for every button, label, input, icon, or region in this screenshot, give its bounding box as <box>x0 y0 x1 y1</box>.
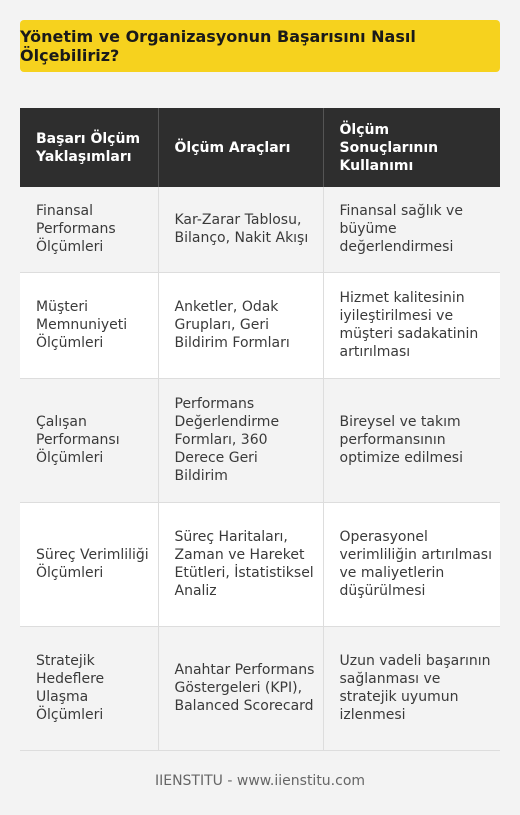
table-cell-usage: Finansal sağlık ve büyüme değerlendirmesi <box>323 187 500 272</box>
table-cell-tools: Anketler, Odak Grupları, Geri Bildirim Formları <box>158 272 323 378</box>
table-cell-approach: Müşteri Memnuniyeti Ölçümleri <box>20 272 158 378</box>
table-cell-approach: Süreç Verimliliği Ölçümleri <box>20 502 158 626</box>
table-row <box>20 378 500 502</box>
table-cell-usage: Hizmet kalitesinin iyileştirilmesi ve müşteri sadakatinin artırılması <box>323 272 500 378</box>
table-cell-tools: Süreç Haritaları, Zaman ve Hareket Etütleri, İstatistiksel Analiz <box>158 502 323 626</box>
table-row <box>20 502 500 626</box>
table-cell-approach: Finansal Performans Ölçümleri <box>20 187 158 272</box>
comparison-table <box>20 108 500 751</box>
footer-credit: IIENSTITU - www.iienstitu.com <box>154 773 366 789</box>
table-cell-approach: Çalışan Performansı Ölçümleri <box>20 378 158 502</box>
table-cell-approach: Stratejik Hedeflere Ulaşma Ölçümleri <box>20 626 158 750</box>
header-tools: Ölçüm Araçları <box>158 108 323 187</box>
table-cell-tools: Performans Değerlendirme Formları, 360 Derece Geri Bildirim <box>158 378 323 502</box>
table-cell-tools: Anahtar Performans Göstergeleri (KPI), Balanced Scorecard <box>158 626 323 750</box>
header-usage: Ölçüm Sonuçlarının Kullanımı <box>323 108 500 187</box>
table-cell-tools: Kar-Zarar Tablosu, Bilanço, Nakit Akışı <box>158 187 323 272</box>
table-row <box>20 272 500 378</box>
page-title: Yönetim ve Organizasyonun Başarısını Nasıl Ölçebiliriz? <box>20 27 416 65</box>
table-row <box>20 626 500 750</box>
table-cell-usage: Operasyonel verimliliğin artırılması ve maliyetlerin düşürülmesi <box>323 502 500 626</box>
table-header-row <box>20 108 500 187</box>
table-cell-usage: Bireysel ve takım performansının optimize edilmesi <box>323 378 500 502</box>
table-row <box>20 187 500 272</box>
table-cell-usage: Uzun vadeli başarının sağlanması ve stratejik uyumun izlenmesi <box>323 626 500 750</box>
header-approaches: Başarı Ölçüm Yaklaşımları <box>20 108 158 187</box>
title-banner <box>20 20 500 72</box>
